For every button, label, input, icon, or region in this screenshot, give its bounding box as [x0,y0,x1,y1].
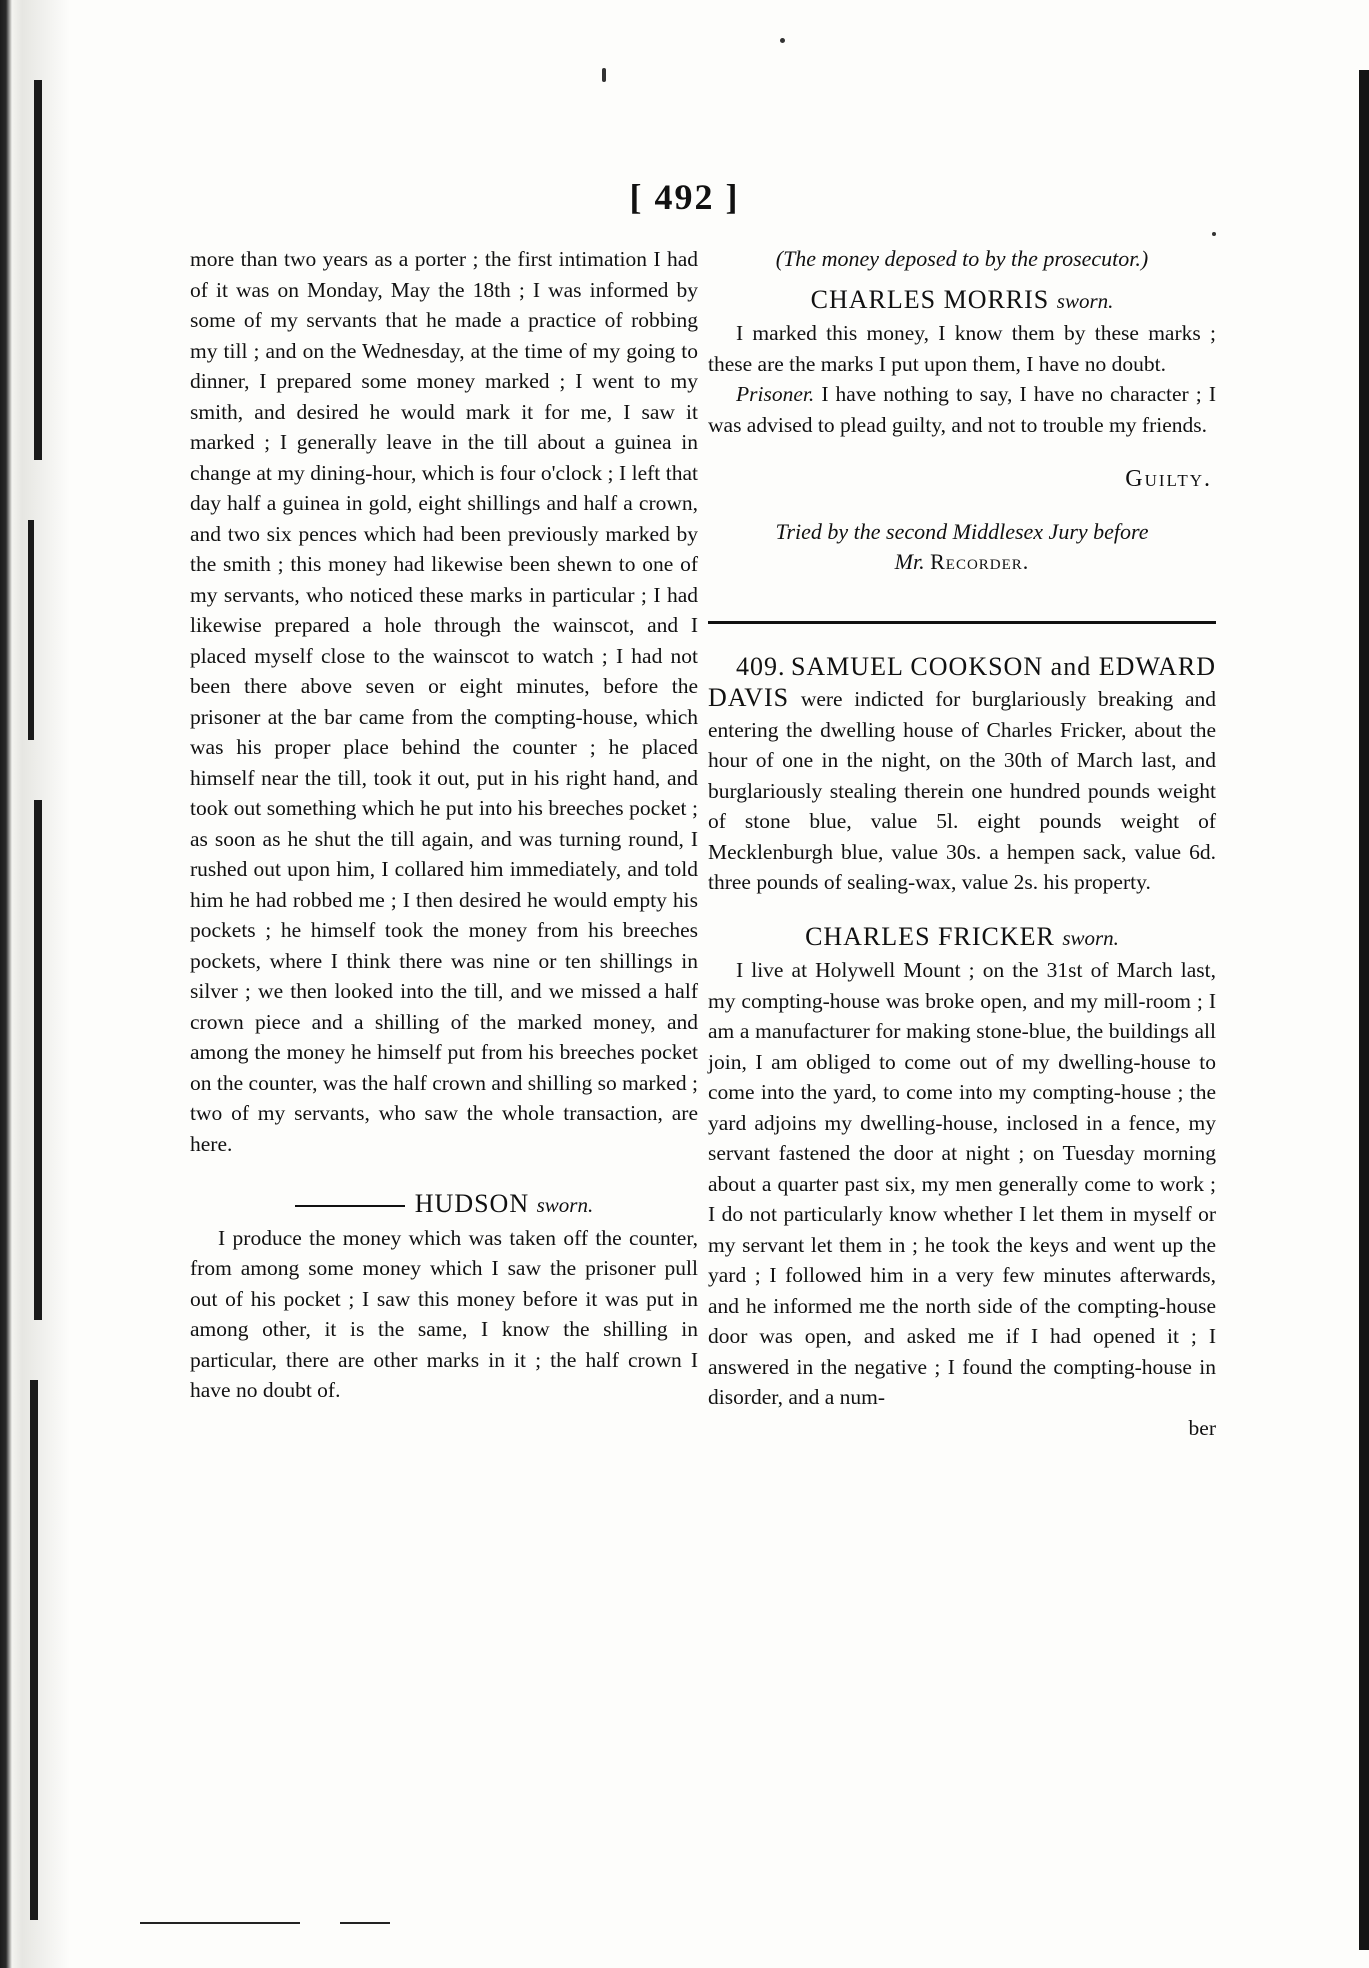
speaker-heading-hudson [190,1189,698,1221]
testimony-paragraph: I produce the money which was taken off the counter, from among some money which I saw the prisoner pull out of his pocket ; I saw this money before it was put in among other, it is the same, I know the shilling in particular, there are other marks in it ; the half crown I have no doubt of. [190,1225,698,1402]
right-column [708,244,1216,1443]
footer-rule [140,1922,300,1924]
testimony-paragraph: I marked this money, I know them by these marks ; these are the marks I put upon them, I have no doubt. [708,321,1216,376]
left-column [190,244,698,1406]
prisoner-statement [708,379,1216,440]
defendant-names: SAMUEL COOKSON and EDWARD DAVIS [708,651,1216,712]
ink-speck [780,38,785,43]
trial-judge-prefix: Mr. [894,548,925,574]
page-right-edge [1359,70,1369,1950]
binding-shadow [30,1380,38,1920]
verdict: Guilty. [1125,466,1212,492]
case-divider [708,621,1216,624]
speaker-rule [295,1205,405,1207]
page-binding-edge [0,0,70,1968]
trial-judge: Recorder. [930,548,1030,574]
prisoner-label: Prisoner. [736,382,815,406]
binding-shadow [34,800,42,1320]
binding-shadow [28,520,34,740]
page-number-header: [ 492 ] [629,177,740,217]
sworn-label: sworn. [1062,925,1119,950]
speaker-heading-fricker [708,922,1216,954]
ink-speck [602,68,606,82]
indictment-paragraph [708,652,1216,898]
speaker-name: CHARLES FRICKER [805,921,1055,951]
trial-note [708,517,1216,577]
sworn-label: sworn. [1056,288,1114,313]
footer-rule [340,1922,390,1924]
speaker-name: HUDSON [414,1189,530,1218]
ink-speck [1212,232,1216,236]
testimony-paragraph: I live at Holywell Mount ; on the 31st of March last, my compting-house was broke open, and my mill-room ; I am a manufacturer for making stone-blue, the buildings all join, I am obliged to come out of my dwelling-house to come into the yard, to come into my compting-house ; the yard adjoins my dwelling-house, inclosed in a fence, my servant fastened the door at night ; on Tuesday morning about a quarter past six, my men generally come to work ; I do not particularly know whether I let them in myself or my servant let them in ; he took the keys and went up the yard ; I followed him in a very few minutes afterwards, and he informed me the north side of the compting-house door was open, and asked me if I had opened it ; I answered in the negative ; I found the compting-house in disorder, and a num- [708,958,1216,1409]
catchword: ber [1188,1415,1216,1440]
sworn-label: sworn. [536,1193,594,1217]
exhibit-note: (The money deposed to by the prosecutor.) [775,246,1149,271]
case-number: 409. [736,651,786,681]
speaker-heading-morris [708,285,1216,317]
trial-jury: Tried by the second Middlesex Jury before [775,518,1149,544]
speaker-name: CHARLES MORRIS [810,284,1050,314]
binding-shadow [34,80,42,460]
prisoner-text: I have nothing to say, I have no character ; I was advised to plead guilty, and not to trouble my friends. [708,382,1216,437]
testimony-paragraph: more than two years as a porter ; the first intimation I had of it was on Monday, May the 18th ; I was informed by some of my servants that he made a practice of robbing my till ; and on the Wednesday, at the time of my going to dinner, I prepared some money marked ; I went to my smith, and desired he would mark it for me, I saw it marked ; I generally leave in the till about a guinea in change at my dining-hour, which is four o'clock ; I left that day half a guinea in gold, eight shillings and half a crown, and two six pences which had been previously marked by the smith ; this money had likewise been shewn to one of my servants, who noticed these marks in particular ; I had likewise prepared a hole through the wainscot, and I placed myself close to the wainscot to watch ; I had not been there above seven or eight minutes, before the prisoner at the bar came from the compting-house, which was his proper place behind the counter ; he placed himself near the till, took it out, put in his right hand, and took out something which he put into his breeches pocket ; as soon as he shut the till again, and was turning round, I rushed out upon him, I collared him immediately, and told him he had robbed me ; I then desired he would empty his pockets ; he himself took the money from his breeches pockets, where I think there was nine or ten shillings in silver ; we then looked into the till, and we missed a half crown piece and a shilling of the marked money, and among the money he himself put from his breeches pocket on the counter, was the half crown and shilling so marked ; two of my servants, who saw the whole transaction, are here. [190,247,698,1156]
indictment-text: were indicted for burglariously breaking and entering the dwelling house of Charles Fricker, about the hour of one in the night, on the 30th of March last, and burglariously stealing therein one hundred pounds weight of stone blue, value 5l. eight pounds weight of Mecklenburgh blue, value 30s. a hempen sack, value 6d. three pounds of sealing-wax, value 2s. his property. [708,687,1217,894]
